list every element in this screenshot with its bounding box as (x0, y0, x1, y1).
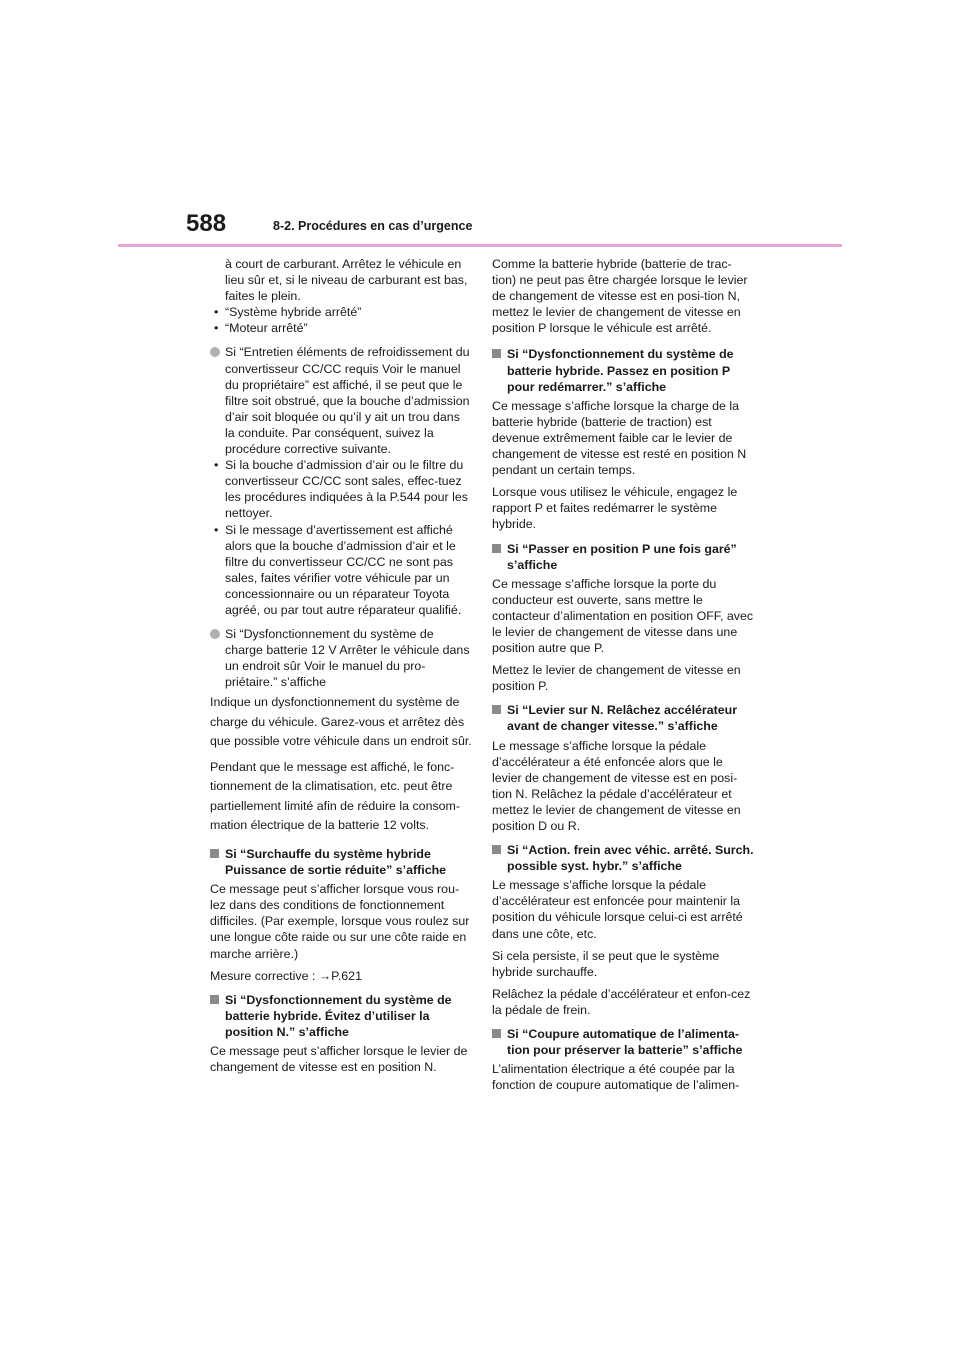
heading-position-p: Si “Dysfonctionnement du système de batterie hybride. Passez en position P pour redémarrer.” s’affiche (492, 346, 754, 394)
right-column (492, 256, 754, 1093)
heading-overheat: Si “Surchauffe du système hybride Puissance de sortie réduite” s’affiche (210, 846, 472, 878)
bullet-icon: • (214, 305, 219, 320)
section-title: 8-2. Procédures en cas d’urgence (273, 219, 473, 233)
square-bullet-icon (210, 995, 219, 1004)
bullet-icon: • (214, 321, 219, 336)
body-paragraph: Relâchez la pédale d’accélérateur et enfon-cez la pédale de frein. (492, 986, 751, 1017)
body-paragraph: Ce message s’affiche lorsque la charge de la batterie hybride (batterie de traction) est devenue extrêmement faible car le levier de changement de vitesse est resté en position N pendant un certain temps. (492, 398, 747, 478)
square-bullet-icon (492, 1029, 501, 1038)
bullet-icon: • (214, 522, 219, 537)
body-paragraph: Ce message s’affiche lorsque la porte du conducteur est ouverte, sans mettre le contacteur d’alimentation en position OFF, avec le levier de changement de vitesse dans une position autre que P. (492, 576, 754, 656)
bullet-item: • Si la bouche d’admission d’air ou le filtre du convertisseur CC/CC sont sales, effec-tuez les procédures indiquées à la P.544 pour les nettoyer. (214, 458, 468, 521)
bullet-icon: • (214, 458, 219, 473)
body-paragraph: Pendant que le message est affiché, le fonc-tionnement de la climatisation, etc. peut être partiellement limité afin de réduire la consom-mation électrique de la batterie 12 volts. (210, 759, 460, 833)
header-rule (118, 244, 842, 247)
bullet-item: • “Système hybride arrêté” (214, 305, 362, 320)
circle-item-converter: Si “Entretien éléments de refroidissement du convertisseur CC/CC requis Voir le manuel du propriétaire” est affiché, il se peut que le filtre soit obstrué, que la bouche d’admission d’air soit bloquée ou qu’il y ait un trou dans la conduite. Par conséquent, suivez la procédure corrective suivante. (210, 344, 472, 457)
square-bullet-icon (492, 705, 501, 714)
heading-brake: Si “Action. frein avec véhic. arrêté. Surch. possible syst. hybr.” s’affiche (492, 842, 754, 874)
page-number: 588 (186, 210, 227, 237)
body-paragraph: Mettez le levier de changement de vitesse en position P. (492, 663, 741, 694)
body-paragraph: Indique un dysfonctionnement du système de charge du véhicule. Garez-vous et arrêtez dès que possible votre véhicule dans un endroit sûr. (210, 695, 472, 749)
heading-auto-cutoff: Si “Coupure automatique de l’alimenta-tion pour préserver la batterie” s’affiche (492, 1026, 754, 1058)
circle-bullet-icon (210, 347, 220, 357)
left-column (210, 256, 472, 1075)
body-paragraph: Lorsque vous utilisez le véhicule, engagez le rapport P et faites redémarrer le système hybride. (492, 485, 738, 532)
square-bullet-icon (492, 349, 501, 358)
body-paragraph: Ce message peut s’afficher lorsque vous rou-lez dans des conditions de fonctionnement difficiles. (Par exemple, lorsque vous roulez sur une longue côte raide ou sur une côte raide en marche arrière.) (210, 882, 470, 961)
body-paragraph: L’alimentation électrique a été coupée par la fonction de coupure automatique de l’alimen- (492, 1062, 740, 1093)
bullet-item: • Si le message d’avertissement est affiché alors que la bouche d’admission d’air et le filtre du convertisseur CC/CC ne sont pas sales, faites vérifier votre véhicule par un concessionnaire ou un réparateur Toyota agréé, ou par tout autre réparateur qualifié. (214, 522, 462, 617)
body-paragraph: Le message s’affiche lorsque la pédale d’accélérateur a été enfoncée alors que le levier de changement de vitesse est en posi-tion N. Relâchez la pédale d’accélérateur et mettez le levier de changement de vitesse en position D ou R. (492, 738, 741, 833)
body-paragraph: Comme la batterie hybride (batterie de trac-tion) ne peut pas être chargée lorsque le levier de changement de vitesse est en posi-tion N, mettez le levier de changement de vitesse en position P lorsque le véhicule est arrêté. (492, 257, 748, 336)
body-paragraph: Mesure corrective : →P.621 (210, 968, 362, 983)
circle-bullet-icon (210, 629, 220, 639)
heading-park: Si “Passer en position P une fois garé” s’affiche (492, 541, 754, 573)
circle-item-charge: Si “Dysfonctionnement du système de charge batterie 12 V Arrêter le véhicule dans un endroit sûr Voir le manuel du pro-priétaire.” s’affiche (210, 626, 472, 690)
heading-avoid-n: Si “Dysfonctionnement du système de batterie hybride. Évitez d’utiliser la position N.” s’affiche (210, 992, 472, 1040)
bullet-item: • “Moteur arrêté” (214, 321, 308, 336)
intro-continued: à court de carburant. Arrêtez le véhicule en lieu sûr et, si le niveau de carburant est bas, faites le plein. (225, 257, 468, 304)
heading-lever-n: Si “Levier sur N. Relâchez accélérateur avant de changer vitesse.” s’affiche (492, 702, 754, 734)
body-paragraph: Si cela persiste, il se peut que le système hybride surchauffe. (492, 948, 720, 979)
square-bullet-icon (492, 845, 501, 854)
body-paragraph: Ce message peut s’afficher lorsque le levier de changement de vitesse est en position N. (210, 1043, 468, 1075)
square-bullet-icon (210, 849, 219, 858)
body-paragraph: Le message s’affiche lorsque la pédale d’accélérateur est enfoncée pour maintenir la position du véhicule lorsque celui-ci est arrêté dans une côte, etc. (492, 878, 743, 941)
square-bullet-icon (492, 544, 501, 553)
